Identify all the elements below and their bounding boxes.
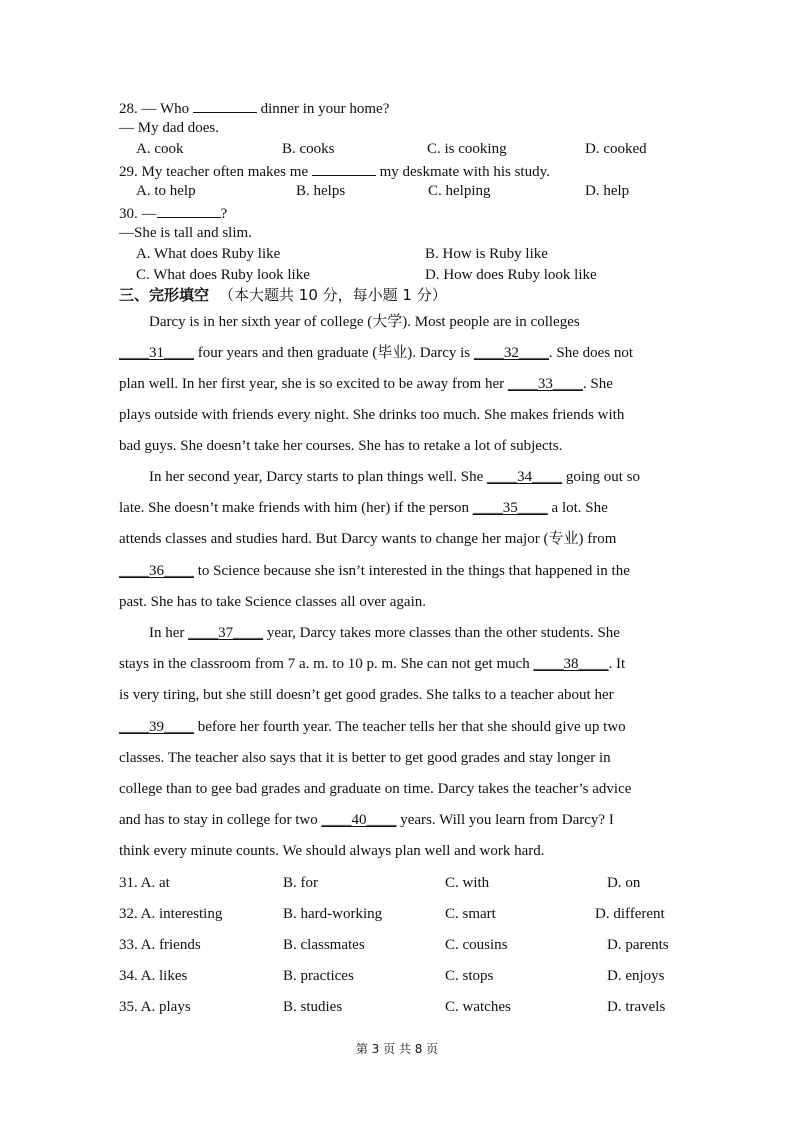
option-d: D. cooked xyxy=(585,141,647,157)
cloze-blank-37: ____37____ xyxy=(188,625,264,641)
answer-blank xyxy=(312,161,376,176)
page-number-footer: 第 3 页 共 8 页 xyxy=(355,1042,439,1056)
choice-34-d: D. enjoys xyxy=(607,968,665,984)
choice-33-c: C. cousins xyxy=(445,937,508,953)
passage-line xyxy=(119,655,625,673)
section-heading xyxy=(119,286,447,304)
passage-text: . It xyxy=(608,656,626,672)
passage-line xyxy=(119,499,608,517)
passage-line xyxy=(119,562,630,580)
choice-31-c: C. with xyxy=(445,875,490,891)
passage-text: plan well. In her first year, she is so excited to be away from her xyxy=(119,376,508,392)
passage-text: In her second year, Darcy starts to plan things well. She xyxy=(149,469,488,485)
option-c: C. helping xyxy=(428,183,491,199)
question-29-stem xyxy=(119,161,550,181)
cloze-blank-31: ____31____ xyxy=(119,345,194,361)
question-30-stem xyxy=(119,203,227,223)
choice-32-a: 32. A. interesting xyxy=(119,906,223,922)
passage-line: is very tiring, but she still doesn’t get good grades. She talks to a teacher about her xyxy=(119,687,614,703)
passage-line xyxy=(149,624,620,642)
passage-text: late. She doesn’t make friends with him (her) if the person xyxy=(119,500,473,516)
cloze-blank-40: ____40____ xyxy=(321,812,397,828)
choice-31-d: D. on xyxy=(607,875,641,891)
option-b: B. How is Ruby like xyxy=(425,246,548,262)
choice-33-a: 33. A. friends xyxy=(119,937,201,953)
passage-line: classes. The teacher also says that it is better to get good grades and stay longer in xyxy=(119,750,611,766)
question-30-prefix: 30. — xyxy=(119,206,157,222)
cloze-blank-33: ____33____ xyxy=(507,376,583,392)
option-c: C. What does Ruby look like xyxy=(136,267,310,283)
passage-text: year, Darcy takes more classes than the other students. She xyxy=(263,625,620,641)
question-28-stem xyxy=(119,98,389,118)
answer-blank xyxy=(193,98,257,113)
question-28-prefix: 28. — Who xyxy=(119,101,190,117)
passage-text: going out so xyxy=(562,469,640,485)
option-a: A. cook xyxy=(136,141,184,157)
option-c: C. is cooking xyxy=(427,141,507,157)
choice-33-d: D. parents xyxy=(607,937,669,953)
choice-34-a: 34. A. likes xyxy=(119,968,188,984)
choice-34-b: B. practices xyxy=(283,968,354,984)
passage-text: before her fourth year. The teacher tells her that she should give up two xyxy=(194,719,626,735)
choice-35-d: D. travels xyxy=(607,999,666,1015)
option-a: A. to help xyxy=(136,183,196,199)
passage-line: bad guys. She doesn’t take her courses. She has to retake a lot of subjects. xyxy=(119,438,563,454)
passage-text: a lot. She xyxy=(547,500,608,516)
passage-line: college than to gee bad grades and graduate on time. Darcy takes the teacher’s advice xyxy=(119,781,632,797)
passage-text: to Science because she isn’t interested in the things that happened in the xyxy=(194,563,630,579)
passage-line: Darcy is in her sixth year of college (大学). Most people are in colleges xyxy=(149,314,580,330)
passage-line xyxy=(119,718,626,736)
cloze-blank-32: ____32____ xyxy=(473,345,549,361)
question-30-suffix: ? xyxy=(220,206,228,222)
passage-text: . She xyxy=(582,376,613,392)
passage-text: and has to stay in college for two xyxy=(119,812,322,828)
choice-32-b: B. hard-working xyxy=(283,906,383,922)
choice-32-d: D. different xyxy=(595,906,665,922)
passage-line: think every minute counts. We should always plan well and work hard. xyxy=(119,843,545,859)
choice-31-b: B. for xyxy=(283,875,318,891)
passage-line: plays outside with friends every night. She drinks too much. She makes friends with xyxy=(119,407,625,423)
answer-blank xyxy=(157,203,221,218)
choice-34-c: C. stops xyxy=(445,968,494,984)
question-30-answer-line: —She is tall and slim. xyxy=(119,225,252,241)
passage-line xyxy=(119,811,614,829)
question-28-answer-line: — My dad does. xyxy=(119,120,219,136)
passage-text: stays in the classroom from 7 a. m. to 10 p. m. She can not get much xyxy=(119,656,534,672)
section-note: （本大题共 10 分，每小题 1 分） xyxy=(219,286,447,304)
passage-line: attends classes and studies hard. But Darcy wants to change her major (专业) from xyxy=(119,531,617,547)
passage-text: . She does not xyxy=(548,345,634,361)
passage-line xyxy=(119,344,633,362)
choice-35-b: B. studies xyxy=(283,999,343,1015)
cloze-blank-36: ____36____ xyxy=(119,563,194,579)
choice-31-a: 31. A. at xyxy=(119,875,170,891)
option-b: B. helps xyxy=(296,183,346,199)
passage-line: past. She has to take Science classes all over again. xyxy=(119,594,426,610)
question-29-suffix: my deskmate with his study. xyxy=(379,164,550,180)
choice-32-c: C. smart xyxy=(445,906,496,922)
passage-line xyxy=(119,375,613,393)
option-b: B. cooks xyxy=(282,141,335,157)
choice-33-b: B. classmates xyxy=(283,937,365,953)
passage-text: In her xyxy=(149,625,189,641)
choice-35-a: 35. A. plays xyxy=(119,999,191,1015)
question-29-prefix: 29. My teacher often makes me xyxy=(119,164,309,180)
choice-35-c: C. watches xyxy=(445,999,511,1015)
passage-text: years. Will you learn from Darcy? I xyxy=(396,812,614,828)
option-a: A. What does Ruby like xyxy=(136,246,281,262)
question-28-suffix: dinner in your home? xyxy=(260,101,390,117)
cloze-blank-38: ____38____ xyxy=(533,656,609,672)
passage-line xyxy=(149,468,640,486)
option-d: D. How does Ruby look like xyxy=(425,267,597,283)
option-d: D. help xyxy=(585,183,630,199)
cloze-blank-39: ____39____ xyxy=(119,719,194,735)
section-title: 三、完形填空 xyxy=(119,286,210,304)
passage-text: four years and then graduate (毕业). Darcy is xyxy=(194,345,474,361)
cloze-blank-35: ____35____ xyxy=(472,500,548,516)
cloze-blank-34: ____34____ xyxy=(487,469,563,485)
